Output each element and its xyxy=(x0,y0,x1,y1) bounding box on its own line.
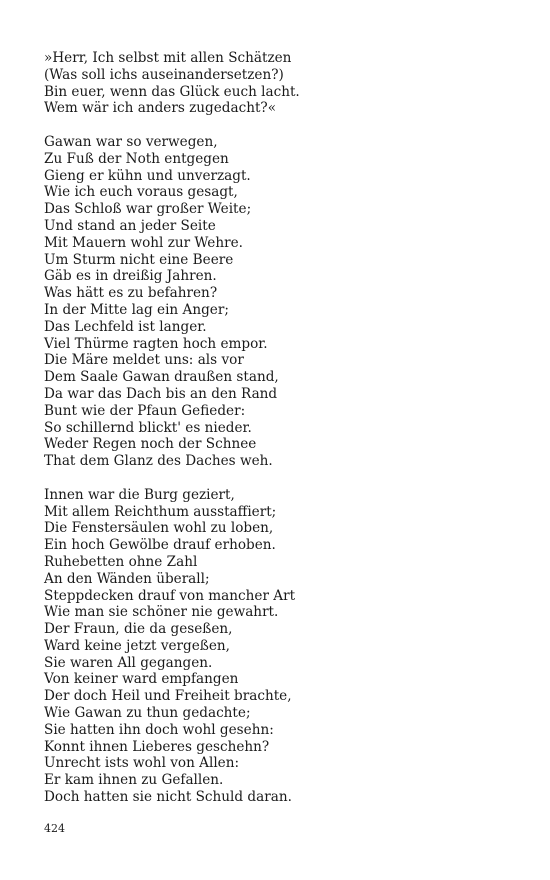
verse-line: Und stand an jeder Seite xyxy=(44,217,216,234)
verse-line: Von keiner ward empfangen xyxy=(44,671,239,688)
verse-line: Was hätt es zu befahren? xyxy=(44,285,218,302)
verse-line: Steppdecken drauf von mancher Art xyxy=(44,587,296,604)
verse-line: Das Lechfeld ist langer. xyxy=(44,318,207,335)
verse-line: Doch hatten sie nicht Schuld daran. xyxy=(44,789,292,806)
verse-line: Da war das Dach bis an den Rand xyxy=(44,385,278,402)
stanza-3 xyxy=(44,487,524,806)
verse-line: Wem wär ich anders zugedacht?« xyxy=(44,100,277,117)
verse-line: Ein hoch Gewölbe drauf erhoben. xyxy=(44,537,276,554)
verse-line: Bunt wie der Pfaun Gefieder: xyxy=(44,402,246,419)
verse-line: Er kam ihnen zu Gefallen. xyxy=(44,772,224,789)
verse-line: Gieng er kühn und unverzagt. xyxy=(44,167,251,184)
verse-line: Die Märe meldet uns: als vor xyxy=(44,352,244,369)
verse-line: Gäb es in dreißig Jahren. xyxy=(44,268,217,285)
poem-text xyxy=(44,50,524,806)
verse-line: Mit allem Reichthum ausstaffiert; xyxy=(44,503,277,520)
verse-line: Die Fenstersäulen wohl zu loben, xyxy=(44,520,274,537)
verse-line: Gawan war so verwegen, xyxy=(44,133,218,150)
verse-line: Unrecht ists wohl von Allen: xyxy=(44,755,240,772)
verse-line: Wie man sie schöner nie gewahrt. xyxy=(44,604,279,621)
verse-line: So schillernd blickt' es nieder. xyxy=(44,419,252,436)
verse-line: That dem Glanz des Daches weh. xyxy=(44,453,273,470)
verse-line: Zu Fuß der Noth entgegen xyxy=(44,150,229,167)
verse-line: Wie ich euch voraus gesagt, xyxy=(44,184,238,201)
verse-line: Ruhebetten ohne Zahl xyxy=(44,553,198,570)
page-number: 424 xyxy=(44,822,65,835)
verse-line: Konnt ihnen Lieberes geschehn? xyxy=(44,738,270,755)
verse-line: »Herr, Ich selbst mit allen Schätzen xyxy=(44,50,292,66)
stanza-2 xyxy=(44,134,524,470)
verse-line: (Was soll ichs auseinandersetzen?) xyxy=(44,66,284,83)
verse-line: Sie hatten ihn doch wohl gesehn: xyxy=(44,721,274,738)
verse-line: Sie waren All gegangen. xyxy=(44,654,213,671)
verse-line: Das Schloß war großer Weite; xyxy=(44,201,252,218)
verse-line: Dem Saale Gawan draußen stand, xyxy=(44,369,279,386)
verse-line: Mit Mauern wohl zur Wehre. xyxy=(44,234,243,251)
verse-line: Innen war die Burg geziert, xyxy=(44,486,235,503)
verse-line: Ward keine jetzt vergeßen, xyxy=(44,637,231,654)
verse-line: Weder Regen noch der Schnee xyxy=(44,436,257,453)
verse-line: Der doch Heil und Freiheit brachte, xyxy=(44,688,292,705)
verse-line: Bin euer, wenn das Glück euch lacht. xyxy=(44,83,300,100)
verse-line: Der Fraun, die da geseßen, xyxy=(44,621,233,638)
stanza-1 xyxy=(44,50,524,117)
verse-line: Wie Gawan zu thun gedachte; xyxy=(44,705,251,722)
verse-line: Um Sturm nicht eine Beere xyxy=(44,251,234,268)
verse-line: An den Wänden überall; xyxy=(44,570,210,587)
verse-line: In der Mitte lag ein Anger; xyxy=(44,301,229,318)
verse-line: Viel Thürme ragten hoch empor. xyxy=(44,335,268,352)
